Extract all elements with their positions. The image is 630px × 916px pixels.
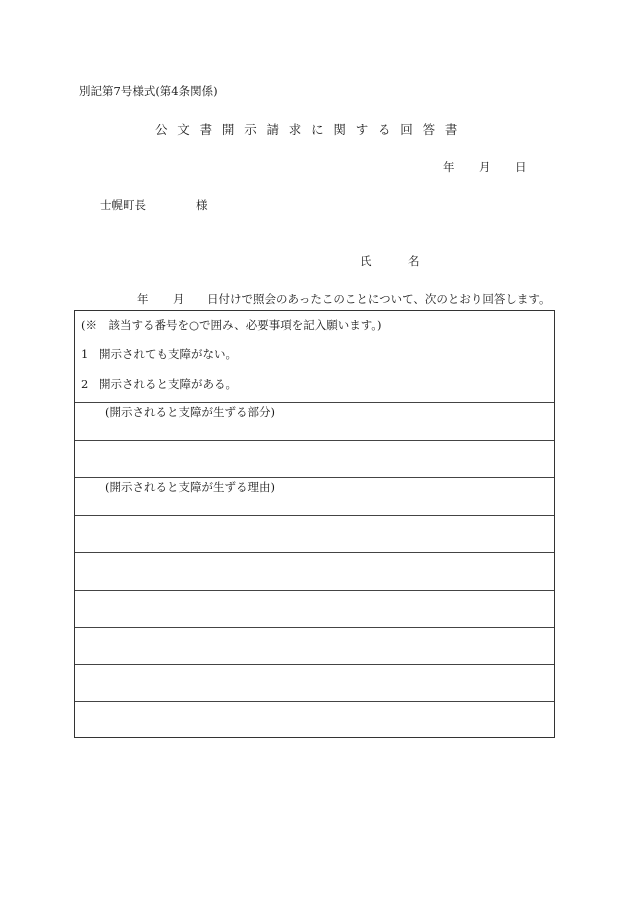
document-title: 公文書開示請求に関する回答書: [155, 122, 468, 137]
row-divider: [75, 477, 554, 478]
row-divider: [75, 515, 554, 516]
date-line: [443, 162, 527, 174]
row-divider: [75, 440, 554, 441]
month-label: 月: [479, 160, 491, 174]
row-divider: [75, 402, 554, 403]
response-form-table: [74, 310, 555, 738]
option-2-text: 開示されると支障がある。: [99, 377, 237, 391]
section-reason-label: (開示されると支障が生ずる理由): [105, 480, 275, 494]
option-1-text: 開示されても支障がない。: [99, 347, 237, 361]
addressee-name: 士幌町長: [100, 198, 146, 212]
addressee-honorific: 様: [196, 198, 208, 212]
signer-name-label-2: 名: [408, 254, 420, 268]
option-2-number: 2: [81, 377, 89, 391]
intro-year-label: 年: [137, 292, 149, 306]
intro-sentence: [137, 294, 551, 306]
intro-month-label: 月: [173, 292, 185, 306]
row-divider: [75, 701, 554, 702]
day-label: 日: [515, 160, 527, 174]
instruction-text: (※ 該当する番号を○で囲み、必要事項を記入願います。): [81, 318, 382, 332]
addressee-line: [100, 200, 208, 212]
row-divider: [75, 552, 554, 553]
row-divider: [75, 664, 554, 665]
intro-text: 日付けで照会のあったこのことについて、次のとおり回答します。: [207, 292, 551, 306]
signer-name-line: [360, 256, 420, 268]
row-divider: [75, 590, 554, 591]
section-part-label: (開示されると支障が生ずる部分): [105, 405, 275, 419]
signer-name-label-1: 氏: [360, 254, 372, 268]
row-divider: [75, 627, 554, 628]
form-number-label: 別記第7号様式(第4条関係): [79, 84, 218, 98]
year-label: 年: [443, 160, 455, 174]
option-1-number: 1: [81, 347, 89, 361]
